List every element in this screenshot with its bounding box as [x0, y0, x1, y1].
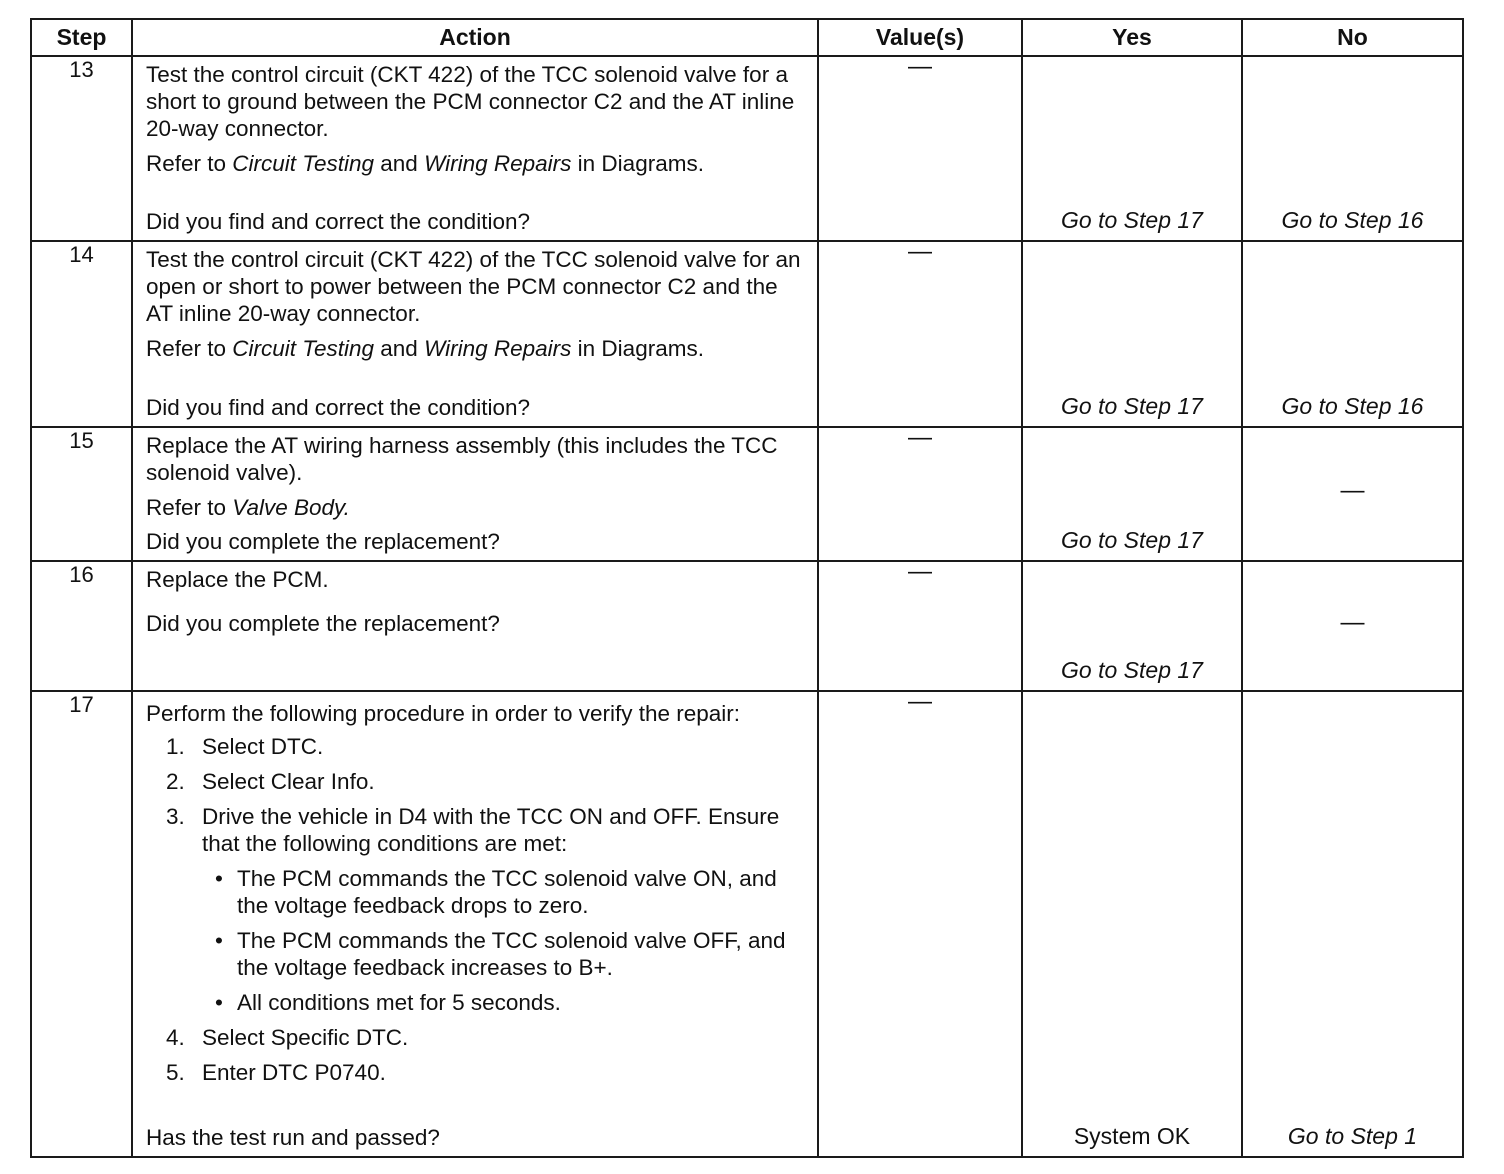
table-row	[31, 427, 1463, 561]
header-yes: Yes	[1022, 19, 1242, 56]
action-text: Test the control circuit (CKT 422) of the TCC solenoid valve for an open or short to power between the PCM connector C2 and the AT inline 20-way connector.	[146, 247, 801, 326]
table-row	[31, 691, 1463, 1157]
step-number: 15	[31, 427, 132, 561]
value-cell: —	[818, 241, 1022, 427]
valve-body-link[interactable]: Valve Body.	[232, 495, 350, 520]
table-row	[31, 241, 1463, 427]
header-no: No	[1242, 19, 1463, 56]
value-cell: —	[818, 561, 1022, 691]
action-text: Replace the AT wiring harness assembly (this includes the TCC solenoid valve).	[146, 433, 778, 485]
no-cell	[1242, 691, 1463, 1157]
yes-result: System OK	[1073, 1123, 1191, 1149]
header-row	[31, 19, 1463, 56]
action-cell	[132, 427, 818, 561]
no-cell	[1242, 427, 1463, 561]
action-question: Did you complete the replacement?	[146, 529, 500, 554]
step-number: 14	[31, 241, 132, 427]
no-value: —	[1340, 477, 1365, 505]
action-question: Did you find and correct the condition?	[146, 395, 530, 420]
action-cell	[132, 561, 818, 691]
list-item: 1. Select DTC.	[166, 734, 324, 759]
value-cell: —	[818, 691, 1022, 1157]
action-text: Replace the PCM.	[146, 567, 329, 592]
refer-text: Refer to Circuit Testing and Wiring Repairs in Diagrams.	[146, 336, 704, 361]
no-cell	[1242, 56, 1463, 241]
bullet-item: • The PCM commands the TCC solenoid valve OFF, and the voltage feedback increases to B+.	[215, 928, 786, 980]
table-row	[31, 56, 1463, 241]
action-intro: Perform the following procedure in order to verify the repair:	[146, 701, 741, 726]
yes-goto-link[interactable]: Go to Step 17	[1061, 527, 1203, 553]
yes-cell	[1022, 56, 1242, 241]
action-cell	[132, 691, 818, 1157]
no-goto-link[interactable]: Go to Step 16	[1281, 393, 1424, 419]
refer-text: Refer to Circuit Testing and Wiring Repairs in Diagrams.	[146, 151, 704, 176]
list-item: 2. Select Clear Info.	[166, 769, 375, 794]
header-action: Action	[132, 19, 818, 56]
conditions-list	[202, 865, 807, 1016]
action-text: Test the control circuit (CKT 422) of the TCC solenoid valve for a short to ground between the PCM connector C2 and the AT inline 20-way connector.	[146, 62, 795, 141]
value-cell: —	[818, 427, 1022, 561]
no-goto-link[interactable]: Go to Step 1	[1287, 1123, 1418, 1149]
yes-goto-link[interactable]: Go to Step 17	[1061, 393, 1203, 419]
action-question: Did you complete the replacement?	[146, 611, 500, 636]
action-question: Has the test run and passed?	[146, 1125, 440, 1150]
header-values: Value(s)	[818, 19, 1022, 56]
no-value: —	[1340, 609, 1365, 637]
bullet-item: • All conditions met for 5 seconds.	[215, 990, 561, 1015]
step-number: 16	[31, 561, 132, 691]
list-item: 3. Drive the vehicle in D4 with the TCC ON and OFF. Ensure that the following conditions are met: • The PCM commands the TCC solenoid valve ON, and the voltage feedback drops to zero. • The PCM commands the TCC solenoid valve OFF, and the voltage feedback increases to B+. • All conditions met for 5 seconds.	[146, 803, 807, 1016]
step-number: 13	[31, 56, 132, 241]
circuit-testing-link[interactable]: Circuit Testing	[232, 151, 375, 176]
list-item: 5. Enter DTC P0740.	[166, 1060, 386, 1085]
diagnostic-table	[30, 18, 1464, 1158]
wiring-repairs-link[interactable]: Wiring Repairs	[424, 336, 572, 361]
yes-cell	[1022, 691, 1242, 1157]
action-question: Did you find and correct the condition?	[146, 209, 530, 234]
yes-goto-link[interactable]: Go to Step 17	[1061, 207, 1203, 233]
yes-cell	[1022, 427, 1242, 561]
header-step: Step	[31, 19, 132, 56]
no-cell	[1242, 561, 1463, 691]
yes-cell	[1022, 241, 1242, 427]
yes-cell	[1022, 561, 1242, 691]
table-row	[31, 561, 1463, 691]
step-number: 17	[31, 691, 132, 1157]
yes-goto-link[interactable]: Go to Step 17	[1061, 657, 1203, 683]
bullet-item: • The PCM commands the TCC solenoid valve ON, and the voltage feedback drops to zero.	[215, 866, 777, 918]
wiring-repairs-link[interactable]: Wiring Repairs	[424, 151, 572, 176]
refer-text: Refer to Valve Body.	[146, 495, 350, 520]
value-cell: —	[818, 56, 1022, 241]
procedure-list	[146, 733, 807, 1086]
action-cell	[132, 241, 818, 427]
no-cell	[1242, 241, 1463, 427]
no-goto-link[interactable]: Go to Step 16	[1281, 207, 1424, 233]
circuit-testing-link[interactable]: Circuit Testing	[232, 336, 375, 361]
action-cell	[132, 56, 818, 241]
list-item: 4. Select Specific DTC.	[166, 1025, 409, 1050]
